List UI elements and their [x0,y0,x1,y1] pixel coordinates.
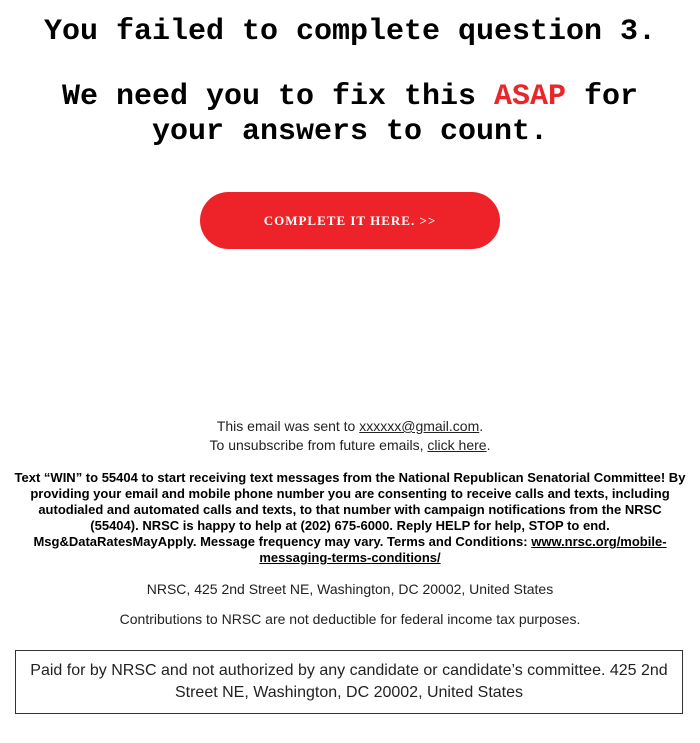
headline-line2 [40,80,660,150]
recipient-email-link[interactable]: xxxxxx@gmail.com [359,418,480,434]
contributions-disclaimer: Contributions to NRSC are not deductible for federal income tax purposes. [119,611,581,627]
headline-text-after: for your answers to count. [151,80,639,149]
sent-prefix: This email was sent to [216,418,360,434]
mailing-address: NRSC, 425 2nd Street NE, Washington, DC 20002, United States [146,581,554,597]
headline-line1: You failed to complete question 3. [43,15,657,49]
unsub-prefix: To unsubscribe from future emails, [209,437,428,453]
terms-link[interactable]: www.nrsc.org/mobile-messaging-terms-conditions/ [259,534,667,565]
paid-for-box [15,650,683,714]
unsubscribe-link[interactable]: click here [427,437,487,453]
asap-highlight: ASAP [494,80,567,114]
headline-text-before: We need you to fix this [61,80,495,114]
complete-it-here-button[interactable]: COMPLETE IT HERE. >> [200,192,500,249]
paid-for-text: Paid for by NRSC and not authorized by any candidate or candidate’s committee. 425 2nd Street NE, Washington, DC 20002, United States [30,662,668,701]
sms-text: Text “WIN” to 55404 to start receiving text messages from the National Republican Senatorial Committee! By providing your email and mobile phone number you are consenting to receive calls and texts, including autodialed and automated calls and texts, to that number with campaign notifications from the NRSC (55404). NRSC is happy to help at (202) 675-6000. Reply HELP for help, STOP to end. Msg&DataRatesMayApply. Message frequency may vary. Terms and Conditions: [14,470,686,549]
sms-disclaimer [14,470,686,566]
unsubscribe-line [0,436,700,454]
sent-to-line [0,417,700,435]
sent-suffix: . [479,418,484,434]
unsub-suffix: . [486,437,491,453]
